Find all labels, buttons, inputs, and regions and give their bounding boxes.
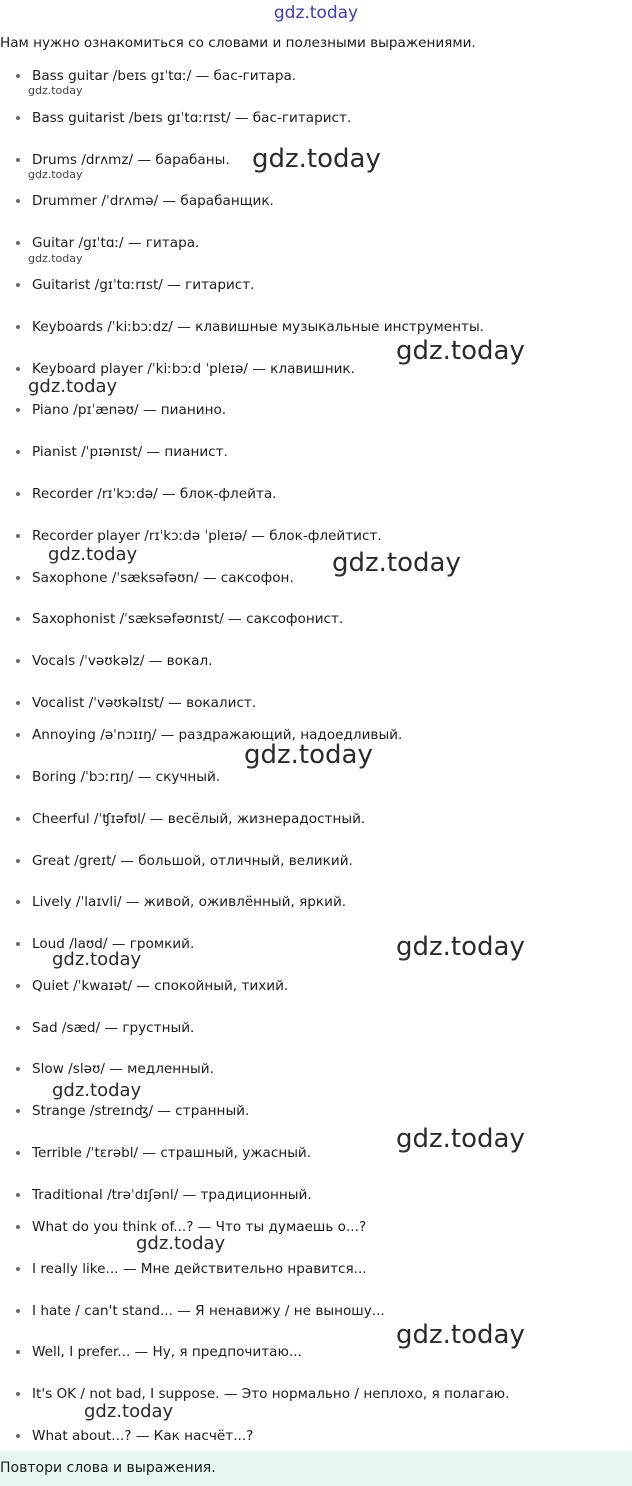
- list-item-text: What about...? — Как насчёт...?: [32, 1428, 254, 1444]
- bullet-icon: [16, 775, 20, 779]
- list-item: [16, 609, 343, 629]
- bullet-icon: [16, 1392, 20, 1396]
- list-item: [16, 484, 277, 504]
- watermark: gdz.today: [84, 1401, 174, 1422]
- list-item: [16, 568, 294, 588]
- list-item: [16, 725, 402, 745]
- bullet-icon: [16, 1350, 20, 1354]
- list-item: [16, 275, 255, 295]
- intro-text: Нам нужно ознакомиться со словами и полезными выражениями.: [0, 35, 476, 51]
- list-item-text: Saxophonist /ˈsæksəfəʊnɪst/ — саксофонист.: [32, 611, 344, 627]
- list-item: [16, 359, 355, 379]
- list-item: [16, 442, 228, 462]
- watermark: gdz.today: [28, 376, 118, 397]
- watermark: gdz.today: [136, 1233, 226, 1254]
- list-item-text: Pianist /ˈpɪənɪst/ — пианист.: [32, 444, 228, 460]
- list-item-text: Terrible /ˈtɛrəbl/ — страшный, ужасный.: [32, 1145, 312, 1161]
- list-item-text: Loud /laʊd/ — громкий.: [32, 936, 195, 952]
- list-item: [16, 233, 199, 253]
- list-item-text: Lively /ˈlaɪvli/ — живой, оживлённый, яркий.: [32, 894, 347, 910]
- watermark: gdz.today: [28, 84, 83, 97]
- list-item: [16, 1059, 214, 1079]
- site-logo[interactable]: gdz.today: [273, 3, 359, 23]
- bullet-icon: [16, 492, 20, 496]
- list-item: [16, 1259, 367, 1279]
- list-item: [16, 1143, 311, 1163]
- list-item: [16, 809, 365, 829]
- list-item: [16, 1018, 194, 1038]
- bullet-icon: [16, 1026, 20, 1030]
- bullet-icon: [16, 1151, 20, 1155]
- watermark: gdz.today: [252, 144, 381, 174]
- watermark: gdz.today: [332, 548, 461, 578]
- watermark: gdz.today: [28, 252, 83, 265]
- list-item: [16, 1426, 253, 1446]
- list-item-text: Annoying /əˈnɔɪɪŋ/ — раздражающий, надоедливый.: [32, 727, 403, 743]
- list-item: [16, 1384, 509, 1404]
- bullet-icon: [16, 1109, 20, 1113]
- bullet-icon: [16, 984, 20, 988]
- list-item-text: It's OK / not bad, I suppose. — Это нормально / неплохо, я полагаю.: [32, 1386, 510, 1402]
- bullet-icon: [16, 116, 20, 120]
- bullet-icon: [16, 1309, 20, 1313]
- bullet-icon: [16, 942, 20, 946]
- list-item: [16, 400, 226, 420]
- list-item-text: Drummer /ˈdrʌmə/ — барабанщик.: [32, 193, 274, 209]
- list-item: [16, 693, 256, 713]
- watermark: gdz.today: [28, 168, 83, 181]
- bullet-icon: [16, 817, 20, 821]
- bullet-icon: [16, 733, 20, 737]
- list-item-text: Piano /pɪˈænəʊ/ — пианино.: [32, 402, 227, 418]
- list-item: [16, 1301, 385, 1321]
- watermark: gdz.today: [52, 1080, 142, 1101]
- list-item-text: Keyboards /ˈkiːbɔːdz/ — клавишные музыкальные инструменты.: [32, 319, 484, 335]
- list-item-text: Bass guitarist /beɪs gɪˈtɑːrɪst/ — бас-гитарист.: [32, 110, 352, 126]
- bullet-icon: [16, 1434, 20, 1438]
- list-item-text: Recorder player /rɪˈkɔːdə ˈpleɪə/ — блок-флейтист.: [32, 528, 382, 544]
- bullet-icon: [16, 325, 20, 329]
- list-item: [16, 851, 353, 871]
- watermark: gdz.today: [396, 1124, 525, 1154]
- footer-text: Повтори слова и выражения.: [0, 1451, 632, 1486]
- bullet-icon: [16, 1067, 20, 1071]
- list-item: [16, 934, 194, 954]
- list-item: [16, 976, 288, 996]
- list-item-text: Strange /streɪnʤ/ — странный.: [32, 1103, 250, 1119]
- list-item: [16, 150, 230, 170]
- watermark: gdz.today: [396, 932, 525, 962]
- bullet-icon: [16, 241, 20, 245]
- bullet-icon: [16, 859, 20, 863]
- list-item: [16, 108, 351, 128]
- list-item-text: I hate / can't stand... — Я ненавижу / не выношу...: [32, 1303, 385, 1319]
- list-item-text: Keyboard player /ˈkiːbɔːd ˈpleɪə/ — клавишник.: [32, 361, 355, 377]
- watermark: gdz.today: [244, 740, 373, 770]
- bullet-icon: [16, 617, 20, 621]
- list-item: [16, 892, 346, 912]
- list-item-text: Vocals /ˈvəʊkəlz/ — вокал.: [32, 653, 213, 669]
- list-item: [16, 191, 274, 211]
- list-item: [16, 317, 484, 337]
- list-item-text: Vocalist /ˈvəʊkəlɪst/ — вокалист.: [32, 695, 257, 711]
- list-item-text: Quiet /ˈkwaɪət/ — спокойный, тихий.: [32, 978, 289, 994]
- list-item-text: Boring /ˈbɔːrɪŋ/ — скучный.: [32, 769, 221, 785]
- watermark: gdz.today: [396, 1320, 525, 1350]
- bullet-icon: [16, 158, 20, 162]
- bullet-icon: [16, 900, 20, 904]
- watermark: gdz.today: [396, 336, 525, 366]
- list-item: [16, 1101, 249, 1121]
- list-item-text: Traditional /trəˈdɪʃənl/ — традиционный.: [32, 1187, 312, 1203]
- list-item-text: Cheerful /ˈʧɪəfʊl/ — весёлый, жизнерадостный.: [32, 811, 366, 827]
- list-item: [16, 1217, 366, 1237]
- list-item: [16, 1342, 302, 1362]
- list-item-text: Saxophone /ˈsæksəfəʊn/ — саксофон.: [32, 570, 294, 586]
- bullet-icon: [16, 701, 20, 705]
- bullet-icon: [16, 1267, 20, 1271]
- list-item: [16, 651, 213, 671]
- bullet-icon: [16, 450, 20, 454]
- list-item-text: I really like... — Мне действительно нравится...: [32, 1261, 367, 1277]
- list-item-text: Bass guitar /beɪs gɪˈtɑː/ — бас-гитара.: [32, 68, 297, 84]
- bullet-icon: [16, 1225, 20, 1229]
- list-item-text: Sad /sæd/ — грустный.: [32, 1020, 195, 1036]
- list-item-text: Slow /sləʊ/ — медленный.: [32, 1061, 214, 1077]
- watermark: gdz.today: [48, 544, 138, 565]
- list-item: [16, 66, 296, 86]
- bullet-icon: [16, 74, 20, 78]
- list-item-text: Great /greɪt/ — большой, отличный, великий.: [32, 853, 353, 869]
- list-item-text: Guitar /gɪˈtɑː/ — гитара.: [32, 235, 200, 251]
- bullet-icon: [16, 534, 20, 538]
- list-item-text: What do you think of...? — Что ты думаешь о...?: [32, 1219, 367, 1235]
- bullet-icon: [16, 1193, 20, 1197]
- list-item: [16, 1185, 312, 1205]
- bullet-icon: [16, 367, 20, 371]
- bullet-icon: [16, 408, 20, 412]
- bullet-icon: [16, 199, 20, 203]
- list-item-text: Drums /drʌmz/ — барабаны.: [32, 152, 230, 168]
- bullet-icon: [16, 283, 20, 287]
- list-item-text: Recorder /rɪˈkɔːdə/ — блок-флейта.: [32, 486, 277, 502]
- bullet-icon: [16, 576, 20, 580]
- list-item-text: Guitarist /gɪˈtɑːrɪst/ — гитарист.: [32, 277, 255, 293]
- list-item: [16, 526, 382, 546]
- list-item-text: Well, I prefer... — Ну, я предпочитаю...: [32, 1344, 302, 1360]
- bullet-icon: [16, 659, 20, 663]
- watermark: gdz.today: [52, 949, 142, 970]
- list-item: [16, 767, 220, 787]
